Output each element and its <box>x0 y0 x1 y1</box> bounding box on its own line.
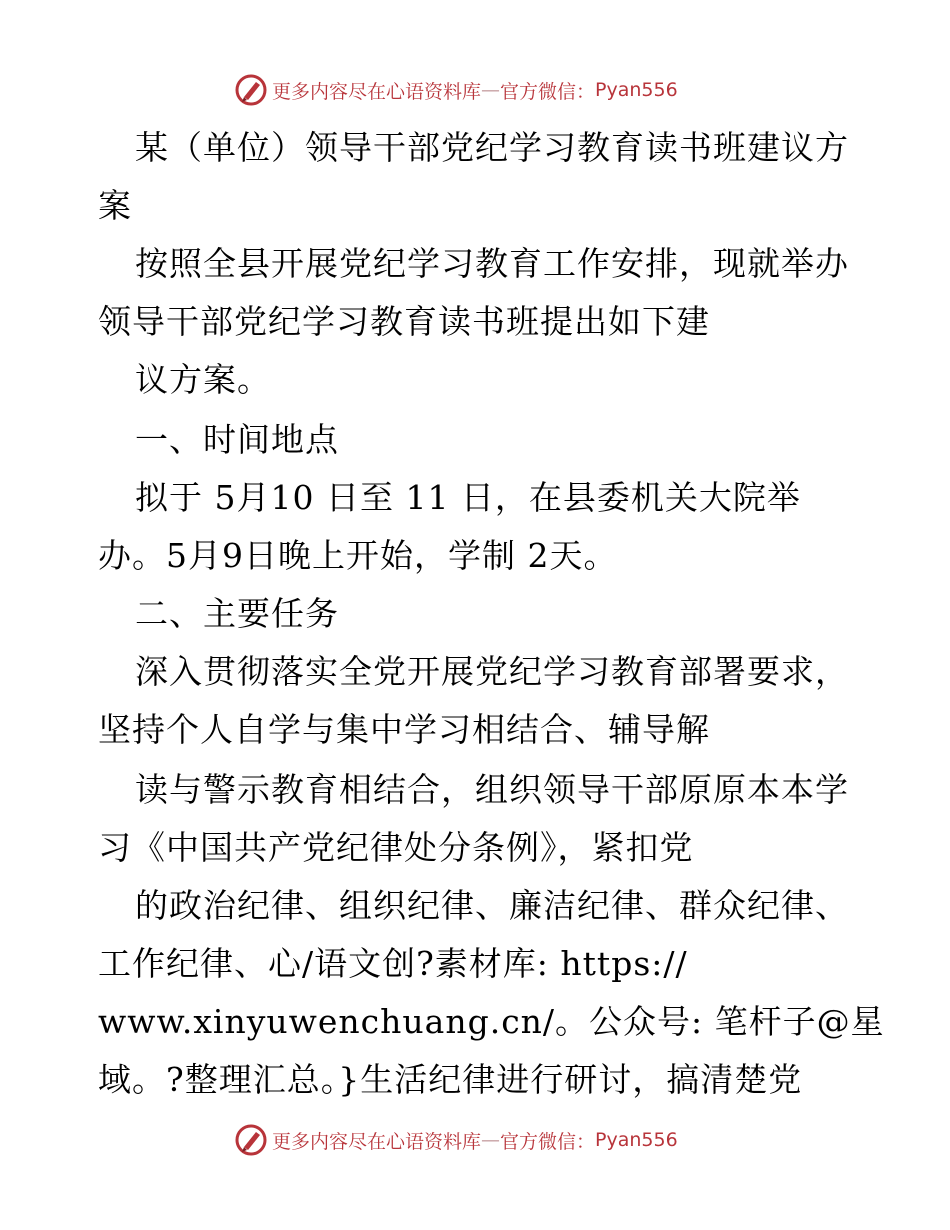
pen-circle-icon <box>234 1123 268 1157</box>
paragraph-line: 的政治纪律、组织纪律、廉洁纪律、群众纪律、 <box>135 886 849 925</box>
doc-title-line-2: 案 <box>98 186 132 225</box>
watermark-main-text: 更多内容尽在心语资料库 <box>272 80 482 103</box>
paragraph-line: www.xinyuwenchuang.cn/。公众号: 笔杆子@星 <box>98 1002 885 1041</box>
paragraph-line: 域。?整理汇总。}生活纪律进行研讨，搞清楚党 <box>98 1060 803 1099</box>
watermark-account: Pyan556 <box>595 79 678 101</box>
section-heading: 一、时间地点 <box>135 420 339 459</box>
watermark-main-text: 更多内容尽在心语资料库 <box>272 1130 482 1153</box>
paragraph-line: 拟于 5月10 日至 11 日，在县委机关大院举 <box>135 478 801 517</box>
paragraph-line: 领导干部党纪学习教育读书班提出如下建 <box>98 302 710 341</box>
watermark-official-label: 官方微信： <box>500 1130 596 1153</box>
paragraph-line: 议方案。 <box>135 360 271 399</box>
watermark-dash: — <box>481 1129 501 1151</box>
doc-title-line-1: 某（单位）领导干部党纪学习教育读书班建议方 <box>135 128 849 167</box>
footer-watermark <box>234 1122 678 1158</box>
watermark-official-label: 官方微信： <box>500 80 596 103</box>
section-heading: 二、主要任务 <box>135 594 339 633</box>
paragraph-line: 按照全县开展党纪学习教育工作安排，现就举办 <box>135 244 849 283</box>
watermark-account: Pyan556 <box>595 1129 678 1151</box>
paragraph-line: 办。5月9日晚上开始，学制 2天。 <box>98 536 618 575</box>
paragraph-line: 坚持个人自学与集中学习相结合、辅导解 <box>98 710 710 749</box>
paragraph-line: 习《中国共产党纪律处分条例》，紧扣党 <box>98 828 694 867</box>
paragraph-line: 读与警示教育相结合，组织领导干部原原本本学 <box>135 770 849 809</box>
paragraph-line: 工作纪律、心/语文创?素材库: https:// <box>98 944 688 983</box>
watermark-dash: — <box>481 79 501 101</box>
paragraph-line: 深入贯彻落实全党开展党纪学习教育部署要求， <box>135 652 849 691</box>
